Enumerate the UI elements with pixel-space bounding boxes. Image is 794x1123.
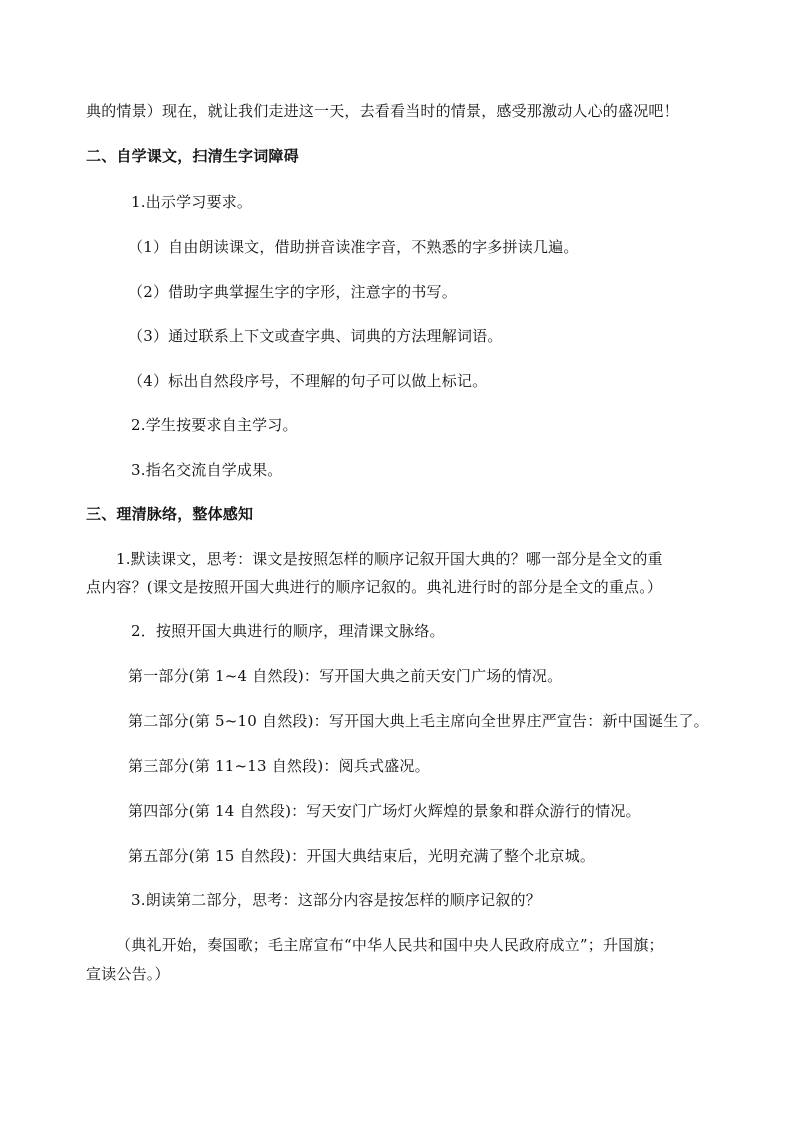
requirement-3: （3）通过联系上下文或查字典、词典的方法理解词语。 [128, 327, 503, 345]
answer-3-line-1: （典礼开始，奏国歌；毛主席宣布“中华人民共和国中央人民政府成立”；升国旗； [116, 936, 664, 954]
part-3-summary: 第三部分(第 11~13 自然段)：阅兵式盛况。 [128, 757, 430, 775]
part-2-summary: 第二部分(第 5~10 自然段)：写开国大典上毛主席向全世界庄严宣告：新中国诞生了。 [128, 712, 709, 730]
part-5-summary: 第五部分(第 15 自然段)：开国大典结束后，光明充满了整个北京城。 [128, 847, 596, 865]
answer-3-line-2: 宣读公告。） [86, 965, 170, 983]
section-2-step-1: 1.出示学习要求。 [131, 193, 253, 211]
section-2-heading: 二、自学课文，扫清生字词障碍 [86, 147, 299, 165]
question-1-line-2: 点内容？(课文是按照开国大典进行的顺序记叙的。典礼进行时的部分是全文的重点。） [86, 578, 663, 596]
question-3: 3.朗读第二部分，思考：这部分内容是按怎样的顺序记叙的？ [131, 891, 541, 909]
question-2: 2．按照开国大典进行的顺序，理清课文脉络。 [131, 622, 445, 640]
requirement-1: （1）自由朗读课文，借助拼音读准字音，不熟悉的字多拼读几遍。 [128, 238, 579, 256]
part-4-summary: 第四部分(第 14 自然段)：写天安门广场灯火辉煌的景象和群众游行的情况。 [128, 802, 641, 820]
section-2-step-2: 2.学生按要求自主学习。 [131, 416, 298, 434]
requirement-4: （4）标出自然段序号，不理解的句子可以做上标记。 [128, 372, 488, 390]
section-2-step-3: 3.指名交流自学成果。 [131, 461, 283, 479]
part-1-summary: 第一部分(第 1~4 自然段)：写开国大典之前天安门广场的情况。 [128, 667, 563, 685]
requirement-2: （2）借助字典掌握生字的字形，注意字的书写。 [128, 283, 457, 301]
intro-paragraph-tail: 典的情景）现在，就让我们走进这一天，去看看当时的情景，感受那激动人心的盛况吧！ [86, 102, 679, 120]
question-1-line-1: 1.默读课文，思考：课文是按照怎样的顺序记叙开国大典的？哪一部分是全文的重 [116, 550, 663, 568]
section-3-heading: 三、理清脉络，整体感知 [86, 505, 254, 523]
